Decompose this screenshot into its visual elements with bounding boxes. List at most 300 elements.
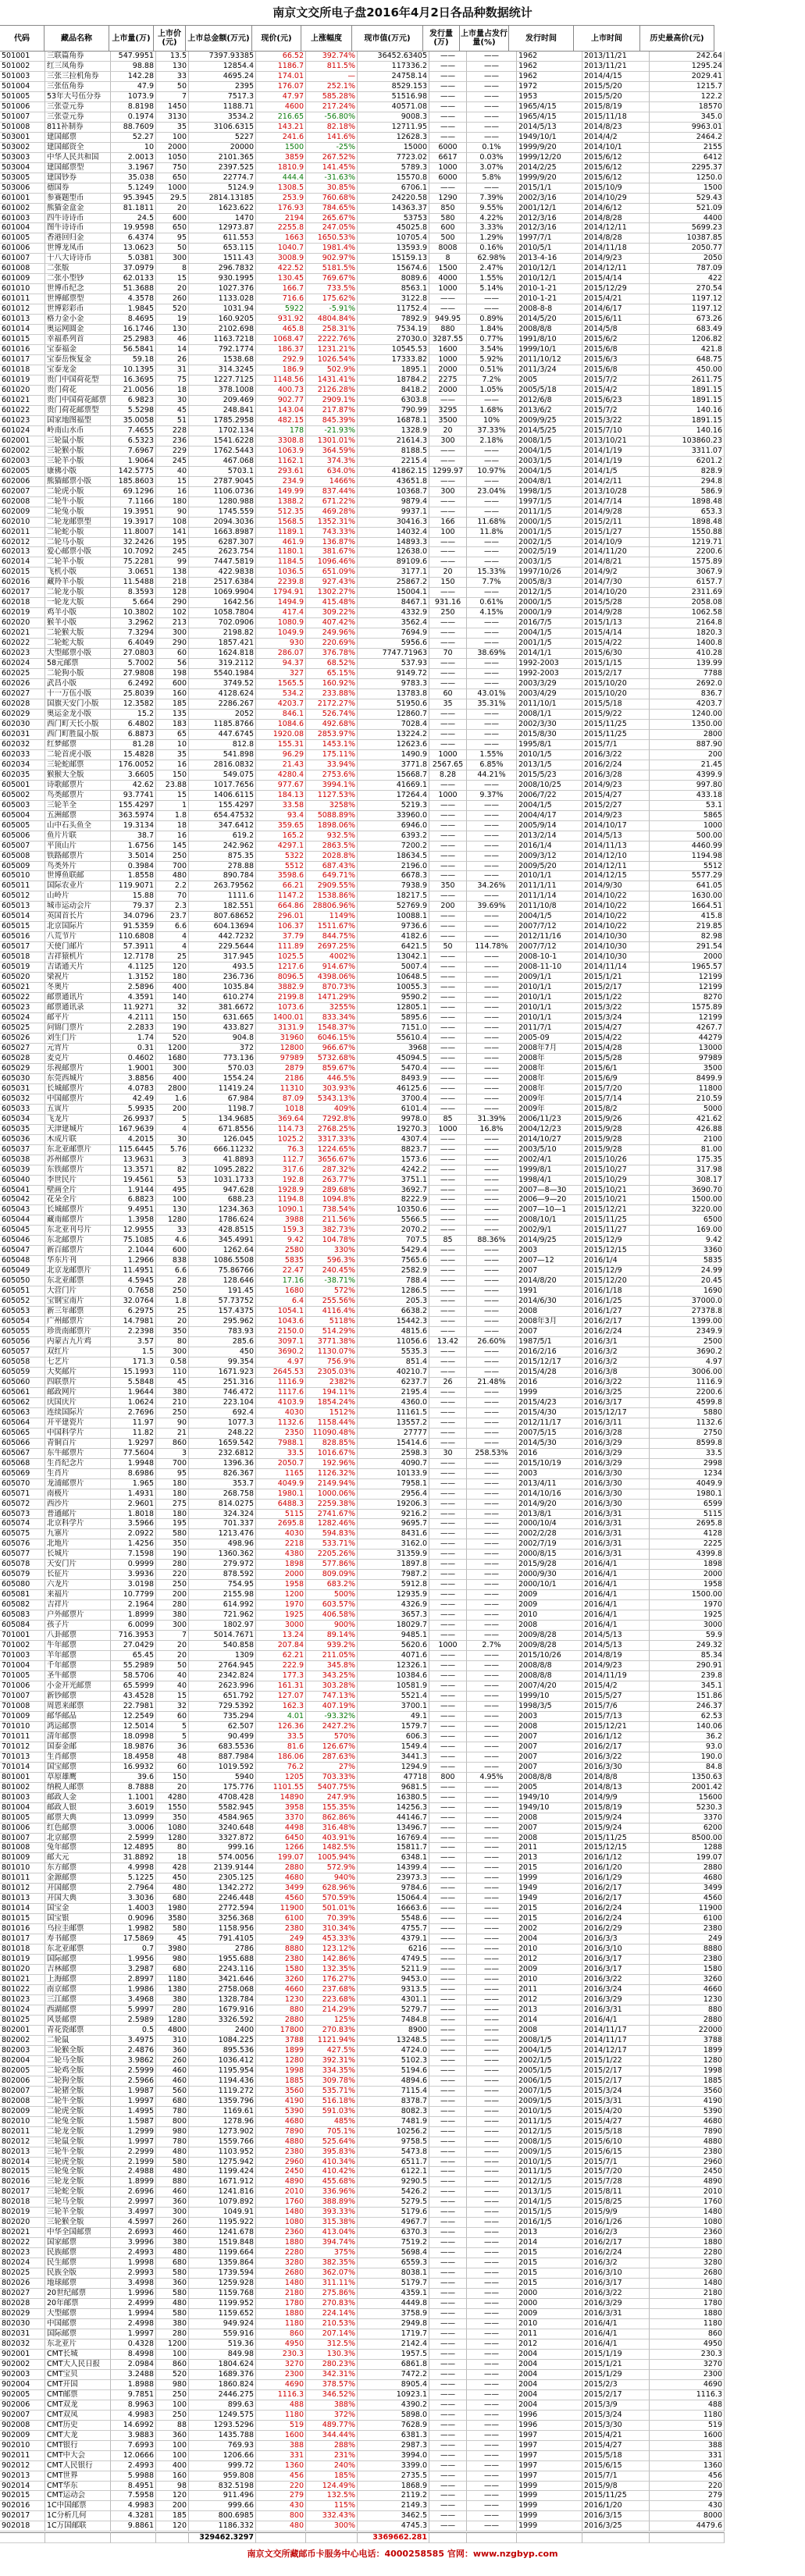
table-row: [0, 1843, 805, 1853]
table-cell: 84.8: [650, 1763, 725, 1773]
table-cell: 2.2833: [111, 1023, 156, 1034]
table-cell: 大型邮票: [45, 2309, 111, 2319]
table-cell: 2014/12/15: [582, 871, 650, 881]
table-cell: 802031: [0, 2329, 45, 2339]
table-cell: 605061: [0, 1388, 45, 1398]
table-cell: ——: [467, 2177, 517, 2187]
table-cell: ——: [467, 2056, 517, 2066]
table-cell: 754.95: [189, 1580, 256, 1590]
table-cell: 2050: [650, 254, 725, 264]
table-cell: 347.6412: [189, 821, 256, 831]
table-cell: 15: [156, 274, 189, 284]
table-cell: 2015/2/11: [582, 518, 650, 528]
table-cell: 3700.4: [358, 1094, 429, 1105]
table-cell: 1580: [256, 1965, 306, 1975]
table-cell: 801016: [0, 1924, 45, 1934]
table-row: [0, 2177, 805, 2187]
table-cell: ——: [467, 1631, 517, 1641]
column-header: 上市价(元): [153, 25, 186, 52]
table-cell: 13593.9: [358, 244, 429, 254]
table-cell: 2015/12/17: [517, 1357, 582, 1368]
table-cell: 30.85%: [306, 183, 358, 194]
table-cell: 二轮首虎小版: [45, 750, 111, 760]
table-cell: 4.97: [256, 1357, 306, 1368]
table-cell: 317.98: [650, 1165, 725, 1176]
table-cell: 2014/9/23: [582, 254, 650, 264]
table-cell: ——: [467, 1215, 517, 1226]
table-cell: 155.4297: [189, 801, 256, 811]
table-cell: 802028: [0, 2299, 45, 2309]
table-cell: 10368.7: [358, 487, 429, 497]
table-cell: 20世纪邮票: [45, 2289, 111, 2299]
table-cell: 2008年: [517, 1054, 582, 1064]
table-cell: 鸿运邮票: [45, 1722, 111, 1732]
table-cell: 602025: [0, 669, 45, 679]
table-cell: 4.5945: [111, 1276, 156, 1286]
table-cell: 280: [156, 1600, 189, 1610]
table-cell: 6.6: [156, 1266, 189, 1276]
table-cell: 278.88: [189, 862, 256, 872]
table-cell: 369.64: [256, 1115, 306, 1125]
table-cell: 1.8999: [111, 2177, 156, 2187]
table-cell: 1000: [429, 791, 467, 801]
table-cell: 216.65: [256, 112, 306, 123]
table-cell: 2305.03%: [306, 1368, 358, 1378]
table-cell: 422.9838: [189, 568, 256, 578]
table-cell: 元宵片: [45, 1044, 111, 1054]
table-cell: 2015/4/2: [582, 386, 650, 396]
table-cell: 488: [256, 2400, 306, 2411]
table-cell: 1925: [650, 1610, 725, 1621]
table-cell: 82.98: [650, 932, 725, 942]
table-cell: 9485.1: [358, 1631, 429, 1641]
table-cell: 2004/1/5: [517, 912, 582, 922]
table-cell: ——: [467, 1539, 517, 1550]
table-cell: 47718: [358, 1773, 429, 1783]
table-cell: 400: [156, 1074, 189, 1084]
table-cell: 1147.2: [256, 891, 306, 902]
table-cell: 2014/10/16: [517, 1489, 582, 1500]
table-row: [0, 233, 805, 244]
table-cell: 2014/4/15: [582, 72, 650, 82]
table-cell: 2008-10-1: [517, 952, 582, 962]
table-cell: 1288: [650, 1843, 725, 1853]
table-cell: ——: [429, 2339, 467, 2350]
table-cell: 2016/2/3: [582, 2228, 650, 2238]
table-cell: ——: [467, 1752, 517, 1763]
table-cell: ——: [429, 1205, 467, 1215]
table-cell: 1745.559: [189, 507, 256, 518]
table-cell: 3690.2: [650, 1347, 725, 1357]
table-cell: 501001: [0, 52, 45, 62]
table-cell: ——: [429, 710, 467, 720]
table-cell: ——: [467, 2268, 517, 2279]
table-cell: 801022: [0, 1985, 45, 1995]
table-cell: 236.736: [189, 973, 256, 983]
table-row: [0, 2421, 805, 2431]
table-cell: 2015/10/19: [517, 1459, 582, 1469]
table-cell: 802032: [0, 2339, 45, 2350]
table-row: [0, 1732, 805, 1742]
table-cell: 801010: [0, 1863, 45, 1873]
table-cell: 4695.24: [189, 72, 256, 82]
table-row: [0, 1215, 805, 1226]
table-cell: 2016/1/20: [582, 2501, 650, 2511]
table-cell: 209.469: [189, 396, 256, 406]
table-cell: 户外邮票片: [45, 1610, 111, 1621]
table-row: [0, 2158, 805, 2168]
table-cell: 12.5014: [111, 1722, 156, 1732]
table-cell: ——: [429, 1074, 467, 1084]
table-cell: 80: [156, 1843, 189, 1853]
table-cell: 1928.9: [256, 1186, 306, 1196]
table-cell: 1388.2: [256, 497, 306, 507]
table-cell: 1188.71: [189, 102, 256, 112]
table-cell: 2002/5/19: [517, 547, 582, 557]
table-cell: 601004: [0, 223, 45, 233]
table-cell: 2050.77: [650, 244, 725, 254]
table-cell: 2009/5/20: [517, 862, 582, 872]
table-cell: 142.86%: [306, 1955, 358, 1965]
table-cell: 48: [156, 1752, 189, 1763]
table-cell: 2015: [517, 2268, 582, 2279]
table-cell: ——: [467, 2421, 517, 2431]
table-cell: 2070.2: [358, 1226, 429, 1236]
table-cell: 501002: [0, 62, 45, 72]
table-cell: 1.965: [111, 1479, 156, 1489]
table-cell: 223.68%: [306, 1995, 358, 2005]
table-row: [0, 1459, 805, 1469]
table-cell: 32: [156, 1003, 189, 1013]
table-cell: 2014/9/28: [582, 608, 650, 618]
table-cell: 1206.82: [650, 335, 725, 345]
table-cell: 6706.1: [358, 183, 429, 194]
table-cell: 500%: [306, 1590, 358, 1600]
table-cell: 99.354: [189, 1357, 256, 1368]
table-row: [0, 1297, 805, 1307]
table-cell: 959.808: [189, 2471, 256, 2482]
table-cell: 605068: [0, 1459, 45, 1469]
table-cell: 161.31: [256, 1681, 306, 1692]
table-cell: 3700.1: [358, 1702, 429, 1712]
table-cell: 2016/3/10: [582, 2268, 650, 2279]
table-cell: 2015/10/26: [582, 1155, 650, 1165]
table-cell: 605015: [0, 922, 45, 932]
table-cell: ——: [429, 133, 467, 143]
table-cell: 1719.7: [358, 2329, 429, 2339]
table-cell: 1000: [429, 284, 467, 294]
table-cell: 166: [429, 518, 467, 528]
table-cell: 世博龙凤币: [45, 244, 111, 254]
table-cell: 二轮蛇大版: [45, 639, 111, 649]
table-cell: 七艺片: [45, 1357, 111, 1368]
table-cell: 2010: [517, 1944, 582, 1955]
table-cell: 701002: [0, 1641, 45, 1651]
table-cell: 602031: [0, 730, 45, 740]
table-cell: 559.916: [189, 2329, 256, 2339]
table-cell: 381.67%: [306, 547, 358, 557]
table-cell: 1068.47: [256, 335, 306, 345]
table-cell: 2623.996: [189, 1681, 256, 1692]
table-cell: 1450: [156, 102, 189, 112]
table-cell: 135: [156, 710, 189, 720]
table-cell: 120: [156, 2521, 189, 2532]
table-cell: 5407.75%: [306, 1783, 358, 1793]
table-cell: 1.4995: [111, 2107, 156, 2117]
table-cell: 102: [156, 608, 189, 618]
table-cell: 100: [156, 2350, 189, 2360]
table-cell: 4332.9: [358, 608, 429, 618]
table-cell: 388: [256, 2441, 306, 2451]
table-cell: 1058.7804: [189, 608, 256, 618]
table-cell: 480: [156, 2248, 189, 2258]
table-cell: 2015/10/21: [582, 1195, 650, 1205]
table-cell: 1180: [256, 2411, 306, 2421]
table-cell: 88: [156, 2421, 189, 2431]
table-cell: 5698.4: [358, 2248, 429, 2258]
table-cell: 605038: [0, 1155, 45, 1165]
table-cell: 4049.9: [650, 1479, 725, 1489]
table-cell: 2015/5/23: [517, 770, 582, 781]
table-cell: 11.68%: [467, 518, 517, 528]
table-cell: 977.67: [256, 781, 306, 791]
table-cell: 2014/9/28: [582, 507, 650, 518]
table-cell: 1925: [256, 1610, 306, 1621]
table-cell: 1106.0736: [189, 487, 256, 497]
table-cell: ——: [429, 2218, 467, 2228]
table-cell: 111.89: [256, 942, 306, 952]
table-cell: 59.18: [111, 355, 156, 365]
table-cell: 359.65: [256, 821, 306, 831]
table-cell: ——: [467, 1763, 517, 1773]
table-cell: 2014/12/17: [582, 2046, 650, 2056]
table-cell: 北地片: [45, 1539, 111, 1550]
table-cell: ——: [467, 1479, 517, 1489]
table-cell: 2006/7/22: [517, 791, 582, 801]
table-cell: 395.83%: [306, 2147, 358, 2158]
table-cell: 2015/2/17: [582, 983, 650, 993]
table-row: [0, 618, 805, 628]
table-cell: 422: [650, 274, 725, 284]
table-cell: 601006: [0, 244, 45, 254]
table-cell: -93.32%: [306, 1712, 358, 1722]
table-cell: -56.80%: [306, 112, 358, 123]
table-cell: 290: [156, 639, 189, 649]
table-cell: 6559.3: [358, 2258, 429, 2268]
table-cell: 949.95: [429, 315, 467, 325]
table-cell: 1997: [517, 2451, 582, 2461]
table-cell: 2016/1/27: [582, 1307, 650, 1317]
table-cell: 902016: [0, 2501, 45, 2511]
table-cell: 862.86%: [306, 1813, 358, 1823]
table-body: [0, 52, 805, 2532]
table-cell: 602024: [0, 659, 45, 669]
table-cell: 45: [156, 406, 189, 416]
table-cell: 2014/10/30: [582, 952, 650, 962]
table-cell: 1069.9904: [189, 588, 256, 598]
table-cell: 1249.575: [189, 2411, 256, 2421]
table-cell: 3000: [650, 1621, 725, 1631]
table-cell: 11161.5: [358, 1408, 429, 1418]
table-cell: 601016: [0, 345, 45, 355]
table-cell: 2007: [517, 1823, 582, 1834]
table-cell: 二轮鸡全版: [45, 2066, 111, 2076]
table-cell: ——: [467, 396, 517, 406]
table-cell: 701013: [0, 1752, 45, 1763]
table-cell: ——: [467, 1105, 517, 1115]
table-cell: 2.1044: [111, 1246, 156, 1256]
table-cell: 5.76: [156, 1145, 189, 1155]
table-cell: 2015/9/9: [582, 2208, 650, 2218]
table-cell: 2016/3/29: [582, 2299, 650, 2309]
table-cell: 2016/3/31: [582, 1510, 650, 1520]
table-row: [0, 1539, 805, 1550]
table-cell: 2015/10/20: [582, 689, 650, 699]
table-cell: 2006/11/23: [517, 1115, 582, 1125]
column-header: 上涨幅度: [301, 25, 352, 52]
table-cell: 2015/9/24: [582, 1823, 650, 1834]
table-cell: 769.67%: [306, 274, 358, 284]
table-cell: 2.5966: [111, 2076, 156, 2087]
table-cell: 1185.8766: [189, 720, 256, 730]
table-cell: 671.22%: [306, 497, 358, 507]
table-cell: 4359.1: [358, 2289, 429, 2299]
table-cell: 2956.4: [358, 1489, 429, 1500]
table-cell: 362.07%: [306, 2268, 358, 2279]
table-cell: ——: [467, 2187, 517, 2197]
table-cell: 162.3: [256, 1702, 306, 1712]
table-cell: ——: [429, 1702, 467, 1712]
table-cell: 2.1964: [111, 1600, 156, 1610]
table-cell: 11310: [256, 1084, 306, 1094]
table-cell: 249: [256, 1934, 306, 1944]
table-cell: 290: [156, 598, 189, 608]
table-cell: 大营门片: [45, 1286, 111, 1297]
table-cell: 1.9297: [111, 1439, 156, 1449]
table-cell: 8.4951: [111, 2482, 156, 2492]
table-cell: 藏南邮票片: [45, 1215, 111, 1226]
table-cell: 2009/1/5: [517, 2147, 582, 2158]
table-cell: 1998/3/5: [517, 1702, 582, 1712]
table-cell: 2350: [256, 1429, 306, 1439]
table-cell: 3162.0: [358, 1539, 429, 1550]
table-cell: ——: [429, 588, 467, 598]
table-cell: 4116.4%: [306, 1307, 358, 1317]
table-row: [0, 2228, 805, 2238]
table-cell: 701007: [0, 1692, 45, 1702]
table-cell: 199.07: [650, 1853, 725, 1863]
table-cell: 601003: [0, 214, 45, 224]
table-cell: 601001: [0, 194, 45, 204]
table-cell: 5.1249: [111, 183, 156, 194]
table-cell: 3256.368: [189, 1914, 256, 1924]
table-cell: 10581.9: [358, 1681, 429, 1692]
table-cell: 2014/12/11: [582, 862, 650, 872]
table-cell: 1000: [429, 750, 467, 760]
table-cell: 1090.1: [256, 1205, 306, 1215]
table-cell: 280: [156, 2329, 189, 2339]
table-cell: ——: [429, 1064, 467, 1074]
table-cell: 914.67%: [306, 962, 358, 973]
table-cell: 1891.15: [650, 396, 725, 406]
table-cell: 2.5896: [111, 983, 156, 993]
table-cell: 26.9937: [111, 1115, 156, 1125]
table-cell: 3.9936: [111, 1570, 156, 1580]
table-cell: 246.37: [650, 1702, 725, 1712]
table-cell: 2000: [650, 952, 725, 962]
table-cell: 2155: [650, 143, 725, 153]
table-cell: 999.66: [189, 2501, 256, 2511]
table-cell: 8823.7: [358, 1145, 429, 1155]
table-cell: 8082.3: [358, 2107, 429, 2117]
table-cell: 605027: [0, 1044, 45, 1054]
table-cell: 上海邮票: [45, 1975, 111, 1985]
table-cell: 503001: [0, 133, 45, 143]
table-cell: 4297.1: [256, 841, 306, 852]
table-cell: 20.45: [650, 1276, 725, 1286]
table-cell: 1991/8/10: [517, 335, 582, 345]
table-cell: 2015/6/1: [582, 1064, 650, 1074]
table-cell: 605046: [0, 1236, 45, 1246]
table-cell: ——: [429, 2461, 467, 2471]
table-cell: 902005: [0, 2390, 45, 2400]
table-cell: 2016/3/22: [582, 750, 650, 760]
table-row: [0, 2016, 805, 2026]
table-cell: 100: [156, 2400, 189, 2411]
table-row: [0, 2511, 805, 2521]
table-cell: ——: [429, 1763, 467, 1773]
table-cell: 4399.8: [650, 1550, 725, 1560]
table-cell: 33.58: [256, 801, 306, 811]
table-cell: 1992-2003: [517, 669, 582, 679]
table-cell: 13042.1: [358, 952, 429, 962]
table-cell: 2180: [650, 2289, 725, 2299]
table-cell: 飞龙片: [45, 1115, 111, 1125]
table-cell: 10648.5: [358, 973, 429, 983]
table-cell: 103860.23: [650, 436, 725, 447]
table-cell: 2012: [517, 1955, 582, 1965]
table-cell: 702.0906: [189, 618, 256, 628]
table-cell: 2149.3: [358, 2501, 429, 2511]
table-cell: -25%: [306, 143, 358, 153]
page-title: 南京文交所电子盘2016年4月2日各品种数据统计: [272, 5, 533, 20]
table-cell: 2016/3/8: [582, 1368, 650, 1378]
table-cell: 108: [156, 518, 189, 528]
table-cell: 2380: [650, 1924, 725, 1934]
table-cell: 1.8: [156, 1297, 189, 1307]
table-cell: 国际邮票: [45, 1955, 111, 1965]
table-cell: 1999: [517, 1873, 582, 1884]
table-row: [0, 143, 805, 153]
table-cell: 2015/7/1: [582, 2158, 650, 2168]
table-row: [0, 1388, 805, 1398]
table-cell: 701003: [0, 1651, 45, 1661]
table-cell: 1103.952: [189, 2147, 256, 2158]
table-cell: 南京邮票: [45, 1985, 111, 1995]
table-cell: 801017: [0, 1934, 45, 1944]
table-cell: 46: [156, 335, 189, 345]
table-cell: 319.2112: [189, 659, 256, 669]
table-cell: 邮华邮品: [45, 1712, 111, 1722]
table-cell: 2016: [517, 1449, 582, 1459]
table-cell: 2008/8/8: [517, 1661, 582, 1671]
table-cell: 185: [156, 699, 189, 710]
table-cell: 1466%: [306, 477, 358, 487]
table-row: [0, 538, 805, 548]
table-cell: 15: [156, 791, 189, 801]
table-cell: 360: [156, 2279, 189, 2289]
table-cell: 602027: [0, 689, 45, 699]
